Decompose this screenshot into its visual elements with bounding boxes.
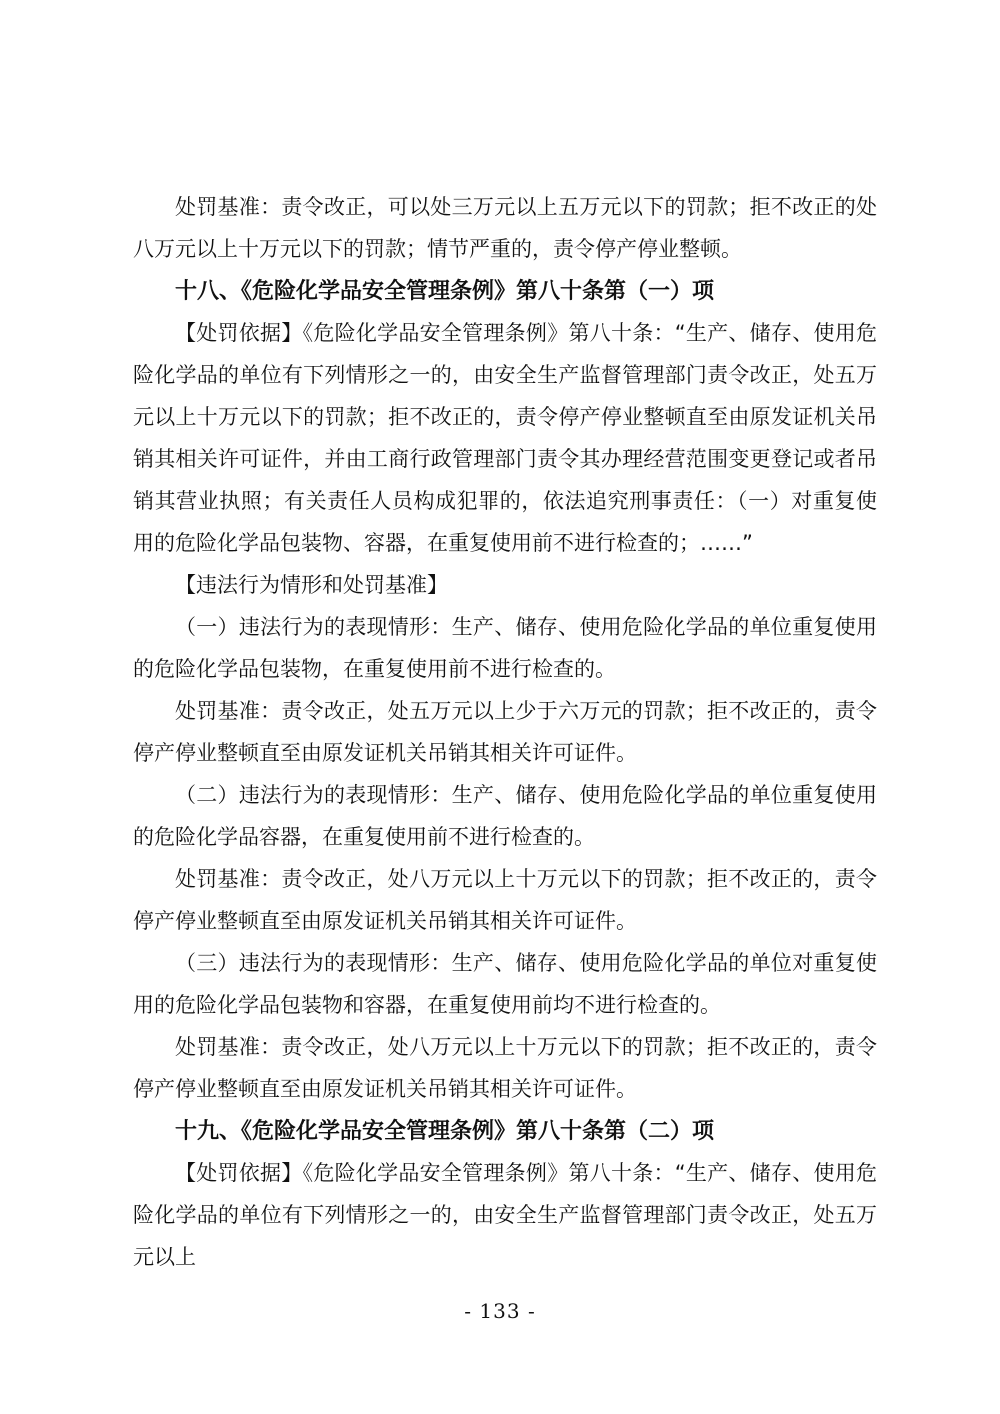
section-heading-19: 十九、《危险化学品安全管理条例》第八十条第（二）项	[175, 1118, 715, 1144]
violation-case-3: （三）违法行为的表现情形：生产、储存、使用危险化学品的单位对重复使用的危险化学品包装物和容器，在重复使用前均不进行检查的。	[133, 951, 877, 1017]
violation-case-1: （一）违法行为的表现情形：生产、储存、使用危险化学品的单位重复使用的危险化学品包装物，在重复使用前不进行检查的。	[133, 615, 877, 681]
penalty-standard-case-2: 处罚基准：责令改正，处八万元以上十万元以下的罚款；拒不改正的，责令停产停业整顿直至由原发证机关吊销其相关许可证件。	[133, 867, 877, 933]
penalty-standard-paragraph: 处罚基准：责令改正，可以处三万元以上五万元以下的罚款；拒不改正的处八万元以上十万元以下的罚款；情节严重的，责令停产停业整顿。	[133, 195, 877, 261]
violation-standards-label: 【违法行为情形和处罚基准】	[175, 573, 448, 597]
penalty-standard-case-3: 处罚基准：责令改正，处八万元以上十万元以下的罚款；拒不改正的，责令停产停业整顿直至由原发证机关吊销其相关许可证件。	[133, 1035, 877, 1101]
penalty-standard-case-1: 处罚基准：责令改正，处五万元以上少于六万元的罚款；拒不改正的，责令停产停业整顿直至由原发证机关吊销其相关许可证件。	[133, 699, 877, 765]
section-heading-18: 十八、《危险化学品安全管理条例》第八十条第（一）项	[175, 278, 715, 304]
penalty-basis-paragraph-19: 【处罚依据】《危险化学品安全管理条例》第八十条：“生产、储存、使用危险化学品的单位有下列情形之一的，由安全生产监督管理部门责令改正，处五万元以上	[133, 1161, 877, 1269]
page-number: - 133 -	[464, 1299, 536, 1323]
document-body	[133, 186, 877, 1278]
penalty-basis-paragraph: 【处罚依据】《危险化学品安全管理条例》第八十条：“生产、储存、使用危险化学品的单位有下列情形之一的，由安全生产监督管理部门责令改正，处五万元以上十万元以下的罚款；拒不改正的，责令停产停业整顿直至由原发证机关吊销其相关许可证件，并由工商行政管理部门责令其办理经营范围变更登记或者吊销其营业执照；有关责任人员构成犯罪的，依法追究刑事责任：（一）对重复使用的危险化学品包装物、容器，在重复使用前不进行检查的；……”	[133, 321, 877, 555]
violation-case-2: （二）违法行为的表现情形：生产、储存、使用危险化学品的单位重复使用的危险化学品容器，在重复使用前不进行检查的。	[133, 783, 877, 849]
